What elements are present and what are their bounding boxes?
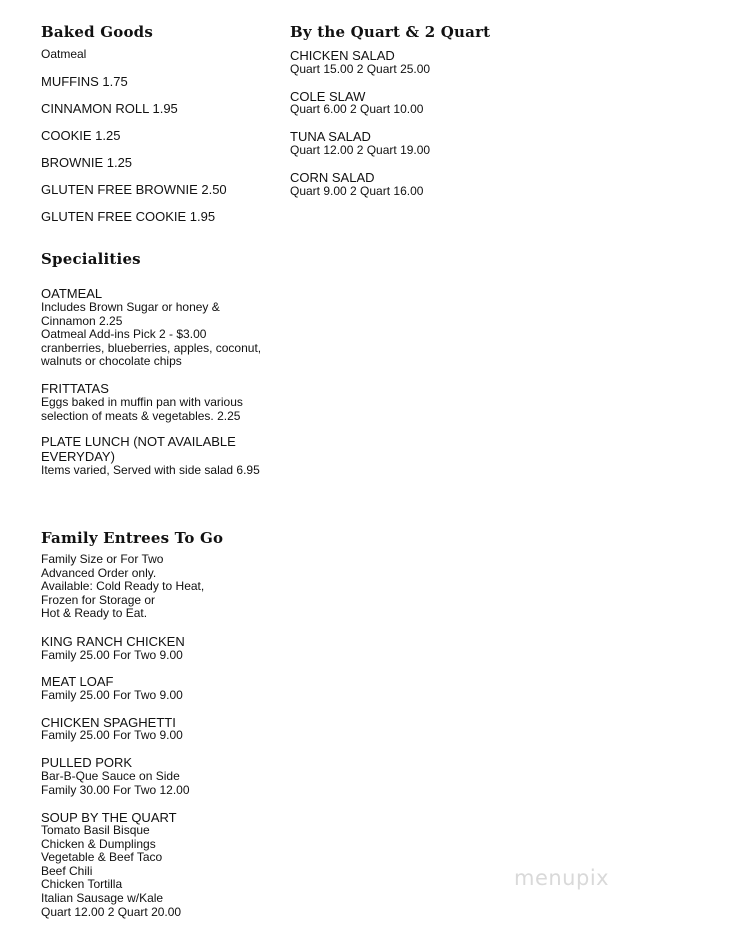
baked-goods-heading: Baked Goods — [41, 23, 153, 41]
family-item-desc: Bar-B-Que Sauce on Side Family 30.00 For Two 12.00 — [41, 769, 190, 797]
baked-item: Oatmeal — [41, 47, 87, 61]
baked-item: GLUTEN FREE COOKIE 1.95 — [41, 209, 216, 224]
frittatas-name: FRITTATAS — [41, 381, 109, 396]
plate-lunch-name: PLATE LUNCH (NOT AVAILABLE EVERYDAY) — [41, 434, 236, 464]
quart-item-name: COLE SLAW — [290, 89, 366, 104]
baked-item: CINNAMON ROLL 1.95 — [41, 101, 178, 116]
quart-item-name: TUNA SALAD — [290, 129, 371, 144]
oatmeal-desc: Includes Brown Sugar or honey & Cinnamon 2.25 Oatmeal Add-ins Pick 2 - $3.00 cranberries, blueberries, apples, coconut, walnuts or chocolate chips — [41, 300, 262, 369]
menupix-watermark: menupix — [514, 866, 610, 890]
oatmeal-name: OATMEAL — [41, 286, 103, 301]
family-item-name: PULLED PORK — [41, 755, 133, 770]
frittatas-desc: Eggs baked in muffin pan with various selection of meats & vegetables. 2.25 — [41, 395, 243, 423]
quart-item-price: Quart 9.00 2 Quart 16.00 — [290, 184, 424, 198]
family-entrees-heading: Family Entrees To Go — [41, 529, 224, 547]
quart-item-name: CHICKEN SALAD — [290, 48, 395, 63]
family-intro: Family Size or For Two Advanced Order only. Available: Cold Ready to Heat, Frozen for Storage or Hot & Ready to Eat. — [41, 552, 205, 621]
family-item-name: MEAT LOAF — [41, 674, 114, 689]
plate-lunch-desc: Items varied, Served with side salad 6.95 — [41, 463, 260, 477]
quart-item-price: Quart 6.00 2 Quart 10.00 — [290, 102, 424, 116]
baked-item: BROWNIE 1.25 — [41, 155, 133, 170]
by-the-quart-heading: By the Quart & 2 Quart — [290, 23, 491, 41]
quart-item-price: Quart 15.00 2 Quart 25.00 — [290, 62, 431, 76]
family-item-desc: Family 25.00 For Two 9.00 — [41, 728, 183, 742]
family-item-name: SOUP BY THE QUART — [41, 810, 177, 825]
specialities-heading: Specialities — [41, 250, 141, 268]
quart-item-name: CORN SALAD — [290, 170, 375, 185]
family-item-desc: Family 25.00 For Two 9.00 — [41, 688, 183, 702]
family-item-desc: Tomato Basil Bisque Chicken & Dumplings Vegetable & Beef Taco Beef Chili Chicken Tortilla Italian Sausage w/Kale Quart 12.00 2 Quart 20.00 — [41, 823, 182, 919]
baked-item: MUFFINS 1.75 — [41, 74, 128, 89]
family-item-desc: Family 25.00 For Two 9.00 — [41, 648, 183, 662]
baked-item: GLUTEN FREE BROWNIE 2.50 — [41, 182, 227, 197]
baked-item: COOKIE 1.25 — [41, 128, 121, 143]
quart-item-price: Quart 12.00 2 Quart 19.00 — [290, 143, 431, 157]
family-item-name: KING RANCH CHICKEN — [41, 634, 185, 649]
family-item-name: CHICKEN SPAGHETTI — [41, 715, 176, 730]
